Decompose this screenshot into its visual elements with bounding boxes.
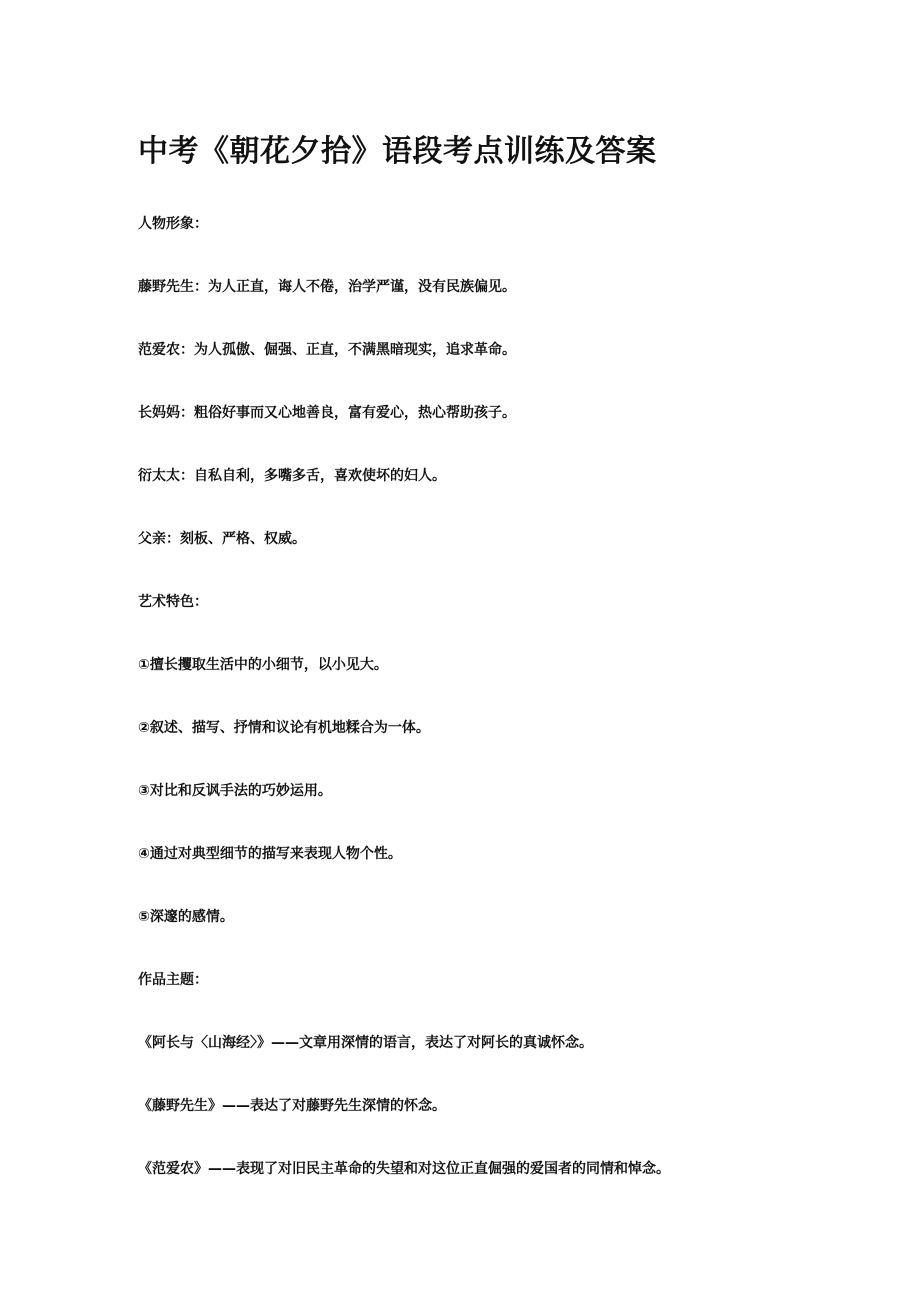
character-chang-mama: 长妈妈：粗俗好事而又心地善良，富有爱心，热心帮助孩子。: [138, 405, 516, 421]
theme-fan-ainong: 《范爱农》——表现了对旧民主革命的失望和对这位正直倔强的爱国者的同情和悼念。: [138, 1161, 670, 1177]
artistic-feature-4: ④通过对典型细节的描写来表现人物个性。: [138, 846, 402, 862]
section-heading-artistic-features: 艺术特色：: [138, 594, 208, 610]
character-father: 父亲：刻板、严格、权威。: [138, 531, 306, 547]
theme-a-chang: 《阿长与〈山海经〉》——文章用深情的语言，表达了对阿长的真诚怀念。: [138, 1035, 593, 1051]
artistic-feature-2: ②叙述、描写、抒情和议论有机地糅合为一体。: [138, 720, 430, 736]
character-fujino: 藤野先生：为人正直，诲人不倦，治学严谨，没有民族偏见。: [138, 279, 516, 295]
character-yan-taitai: 衍太太：自私自利，多嘴多舌，喜欢使坏的妇人。: [138, 468, 446, 484]
document-title: 中考《朝花夕拾》语段考点训练及答案: [138, 134, 657, 169]
character-fan-ainong: 范爱农：为人孤傲、倔强、正直，不满黑暗现实，追求革命。: [138, 342, 516, 358]
artistic-feature-5: ⑤深邃的感情。: [138, 909, 234, 925]
artistic-feature-3: ③对比和反讽手法的巧妙运用。: [138, 783, 332, 799]
section-heading-themes: 作品主题：: [138, 972, 208, 988]
theme-fujino: 《藤野先生》——表达了对藤野先生深情的怀念。: [138, 1098, 446, 1114]
section-heading-character-images: 人物形象：: [138, 216, 208, 232]
artistic-feature-1: ①擅长攫取生活中的小细节，以小见大。: [138, 657, 388, 673]
